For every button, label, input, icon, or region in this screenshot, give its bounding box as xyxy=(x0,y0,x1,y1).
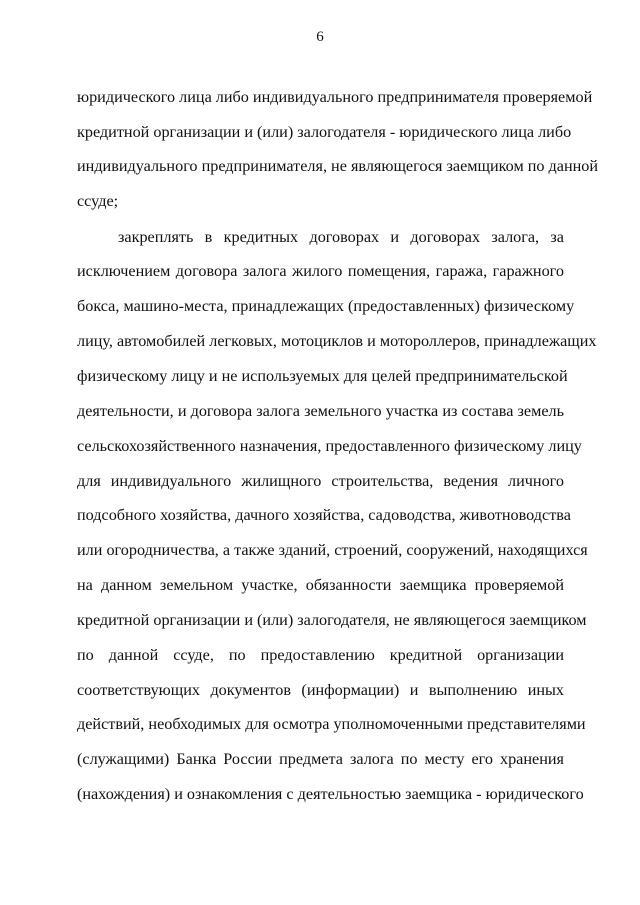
text-line: индивидуального предпринимателя, не являющегося заемщиком по данной xyxy=(77,157,599,175)
text-line: на данном земельном участке, обязанности заемщика проверяемой xyxy=(77,576,564,594)
paragraph-first-line: закреплять в кредитных договорах и договорах залога, за xyxy=(118,228,564,246)
text-line: для индивидуального жилищного строительства, ведения личного xyxy=(77,472,564,490)
text-line: сельскохозяйственного назначения, предоставленного физическому лицу xyxy=(77,437,582,455)
text-line: исключением договора залога жилого помещения, гаража, гаражного xyxy=(77,262,564,280)
text-line: подсобного хозяйства, дачного хозяйства, садоводства, животноводства xyxy=(77,506,571,524)
text-line: физическому лицу и не используемых для целей предпринимательской xyxy=(77,367,568,385)
text-line: (служащими) Банка России предмета залога по месту его хранения xyxy=(77,750,564,768)
text-line: бокса, машино-места, принадлежащих (предоставленных) физическому xyxy=(77,297,575,315)
text-line: юридического лица либо индивидуального предпринимателя проверяемой xyxy=(77,88,593,106)
text-line: действий, необходимых для осмотра уполномоченными представителями xyxy=(77,715,586,733)
page-number: 6 xyxy=(316,29,324,45)
text-line: соответствующих документов (информации) и выполнению иных xyxy=(77,681,564,699)
text-line: по данной ссуде, по предоставлению кредитной организации xyxy=(77,646,564,664)
text-line: деятельности, и договора залога земельного участка из состава земель xyxy=(77,402,564,420)
text-line: кредитной организации и (или) залогодателя, не являющегося заемщиком xyxy=(77,611,587,629)
text-line: лицу, автомобилей легковых, мотоциклов и мотороллеров, принадлежащих xyxy=(77,332,597,350)
text-line: кредитной организации и (или) залогодателя - юридического лица либо xyxy=(77,123,572,141)
text-line: ссуде; xyxy=(77,192,119,210)
text-line: (нахождения) и ознакомления с деятельностью заемщика - юридического xyxy=(77,785,584,803)
text-line: или огородничества, а также зданий, строений, сооружений, находящихся xyxy=(77,541,588,559)
